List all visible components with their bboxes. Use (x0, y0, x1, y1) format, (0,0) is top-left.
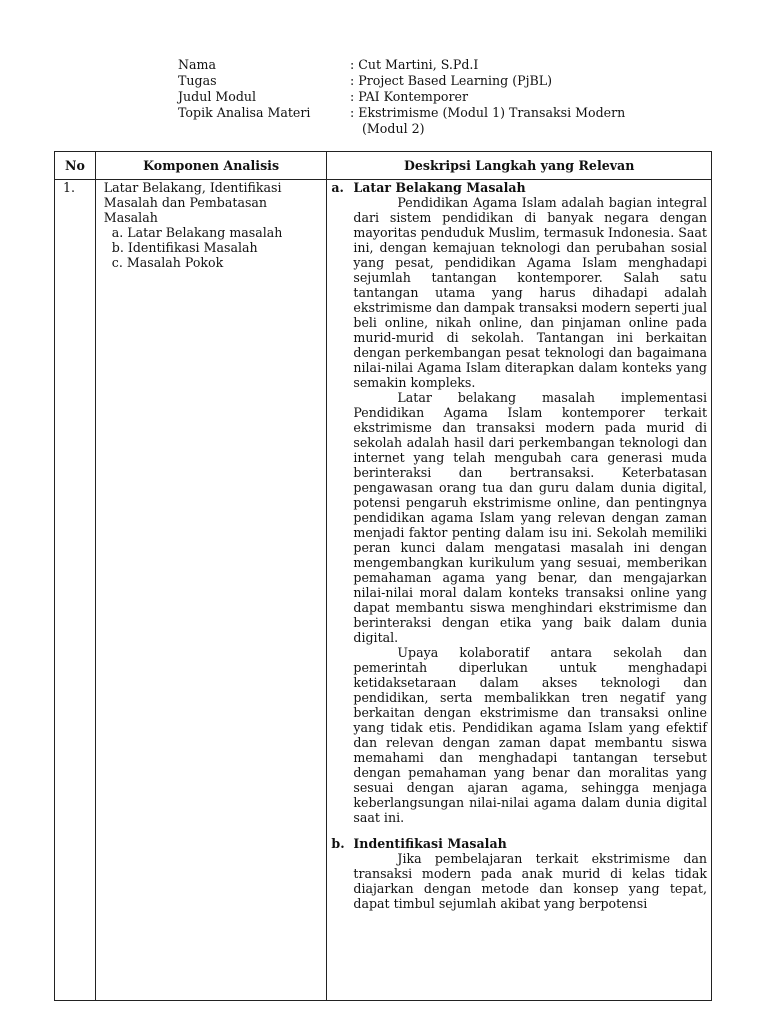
komponen-item: a. Latar Belakang masalah (111, 225, 283, 240)
header-no: No (55, 152, 96, 180)
komponen-cell (95, 180, 327, 1001)
spacer (331, 825, 707, 836)
komponen-item: c. Masalah Pokok (111, 255, 224, 270)
analysis-table (54, 151, 712, 1001)
paragraph: Jika pembelajaran terkait ekstrimisme dan transaksi modern pada anak murid di kelas tidak diajarkan dengan metode dan konsep yang tepat, dapat timbul sejumlah akibat yang berpotensi (353, 851, 707, 911)
row-number: 1. (55, 180, 96, 1001)
info-row-topik (178, 105, 690, 121)
info-label: Tugas (178, 73, 217, 88)
table-row (55, 180, 712, 1001)
section-title: Indentifikasi Masalah (353, 836, 507, 851)
info-continuation: (Modul 2) (362, 121, 425, 136)
info-label: Nama (178, 57, 216, 72)
info-row-tugas (178, 73, 690, 89)
info-value: : PAI Kontemporer (350, 89, 468, 104)
komponen-title: Latar Belakang, Identifikasi Masalah dan Pembatasan Masalah (103, 180, 282, 225)
info-value: : Project Based Learning (PjBL) (350, 73, 553, 88)
section-b-heading (331, 836, 707, 851)
info-label: Judul Modul (178, 89, 257, 104)
paragraph: Latar belakang masalah implementasi Pendidikan Agama Islam kontemporer terkait ekstrimisme dan transaksi modern pada murid di sekolah adalah hasil dari perkembangan teknologi dan internet yang telah mengubah cara generasi muda berinteraksi dan bertransaksi. Keterbatasan pengawasan orang tua dan guru dalam dunia digital, potensi pengaruh ekstrimisme online, dan pentingnya pendidikan agama Islam yang relevan dengan zaman menjadi faktor penting dalam isu ini. Sekolah memiliki peran kunci dalam mengatasi masalah ini dengan mengembangkan kurikulum yang sesuai, memberikan pemahaman agama yang benar, dan mengajarkan nilai-nilai moral dalam konteks transaksi online yang dapat membantu siswa menghindari ekstrimisme dan berinteraksi dengan etika yang baik dalam dunia digital. (353, 390, 707, 645)
paragraph: Pendidikan Agama Islam adalah bagian integral dari sistem pendidikan di banyak negara dengan mayoritas penduduk Muslim, termasuk Indonesia. Saat ini, dengan kemajuan teknologi dan perubahan sosial yang pesat, pendidikan Agama Islam menghadapi sejumlah tantangan kontemporer. Salah satu tantangan utama yang harus dihadapi adalah ekstrimisme dan dampak transaksi modern seperti jual beli online, nikah online, dan pinjaman online pada murid-murid di sekolah. Tantangan ini berkaitan dengan perkembangan pesat teknologi dan bagaimana nilai-nilai Agama Islam diterapkan dalam konteks yang semakin kompleks. (353, 195, 707, 390)
info-value: : Cut Martini, S.Pd.I (350, 57, 479, 72)
info-row-judul-modul (178, 89, 690, 105)
section-letter: b. (331, 836, 345, 851)
section-a-heading (331, 180, 707, 195)
info-row-nama (178, 57, 690, 73)
info-label: Topik Analisa Materi (178, 105, 311, 120)
header-info (178, 57, 690, 137)
header-komponen: Komponen Analisis (95, 152, 327, 180)
header-deskripsi: Deskripsi Langkah yang Relevan (327, 152, 712, 180)
section-letter: a. (331, 180, 344, 195)
section-title: Latar Belakang Masalah (353, 180, 526, 195)
deskripsi-cell (327, 180, 712, 1001)
info-value: : Ekstrimisme (Modul 1) Transaksi Modern (350, 105, 626, 120)
paragraph: Upaya kolaboratif antara sekolah dan pemerintah diperlukan untuk menghadapi ketidaksetaraan dalam akses teknologi dan pendidikan, serta membalikkan tren negatif yang berkaitan dengan ekstrimisme dan transaksi online yang tidak etis. Pendidikan agama Islam yang efektif dan relevan dengan zaman dapat membantu siswa memahami dan menghadapi tantangan tersebut dengan pemahaman yang benar dan moralitas yang sesuai dengan ajaran agama, sehingga menjaga keberlangsungan nilai-nilai agama dalam dunia digital saat ini. (353, 645, 707, 825)
komponen-item: b. Identifikasi Masalah (111, 240, 258, 255)
table-header-row (55, 152, 712, 180)
